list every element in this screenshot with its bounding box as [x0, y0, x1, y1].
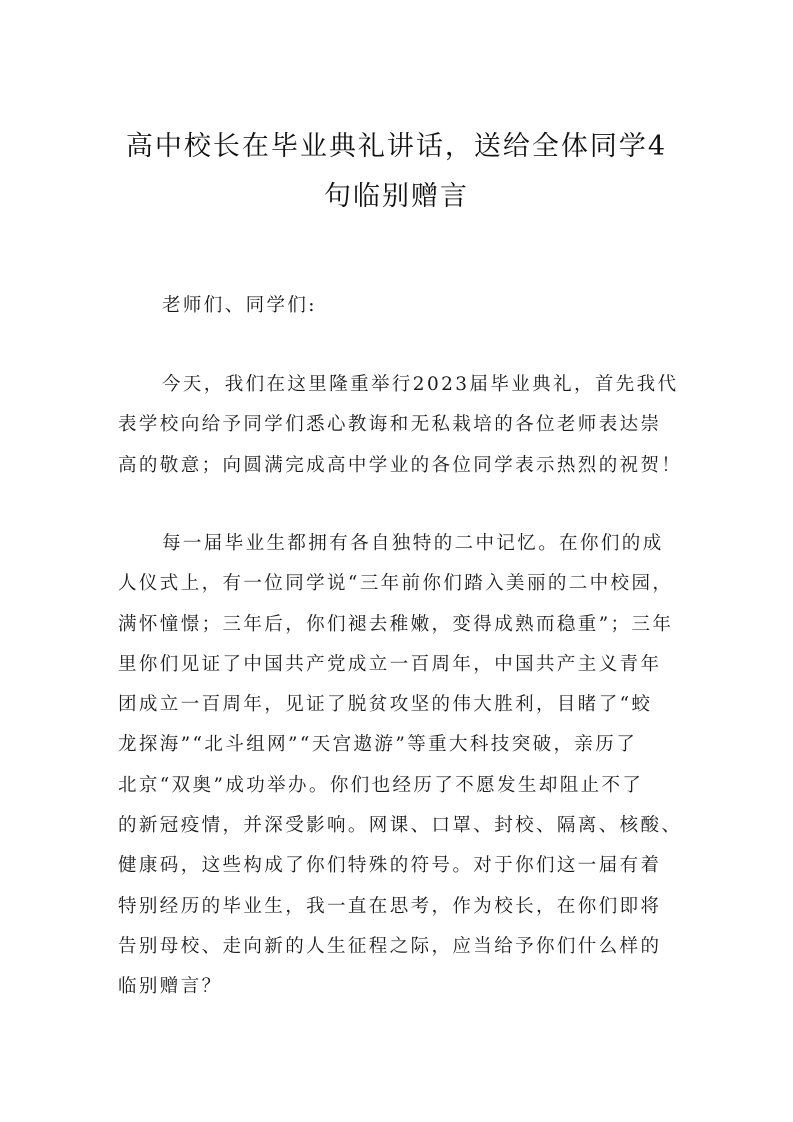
paragraph-line: 团成立一百周年，见证了脱贫攻坚的伟大胜利，目睹了“蛟: [118, 694, 653, 716]
paragraph-line: 每一届毕业生都拥有各自独特的二中记忆。在你们的成: [162, 533, 664, 554]
paragraph-line: 特别经历的毕业生，我一直在思考，作为校长，在你们即将: [118, 895, 662, 917]
paragraph-2: [118, 524, 683, 1008]
paragraph-line: 龙探海”“北斗组网”“天宫遨游”等重大科技突破，亲历了: [118, 734, 638, 756]
title-line-2: 句临别赠言: [324, 181, 469, 212]
paragraph-line: 今天，我们在这里隆重举行2023届毕业典礼，首先我代: [162, 374, 679, 395]
title-line-1: 高中校长在毕业典礼讲话，送给全体同学4: [125, 131, 668, 162]
paragraph-line: 里你们见证了中国共产党成立一百周年，中国共产主义青年: [118, 653, 662, 675]
salutation: [118, 286, 678, 326]
paragraph-line: 人仪式上，有一位同学说“三年前你们踏入美丽的二中校园，: [118, 573, 674, 595]
document-title: [100, 122, 693, 222]
paragraph-line: 表学校向给予同学们悉心教诲和无私栽培的各位老师表达崇: [118, 414, 662, 436]
salutation-text: 老师们、同学们:: [162, 295, 317, 316]
paragraph-line: 临别赠言？: [118, 976, 223, 998]
paragraph-line: 告别母校、走向新的人生征程之际，应当给予你们什么样的: [118, 935, 662, 957]
paragraph-line: 高的敬意；向圆满完成高中学业的各位同学表示热烈的祝贺！: [118, 454, 683, 476]
paragraph-line: 健康码，这些构成了你们特殊的符号。对于你们这一届有着: [118, 855, 662, 877]
paragraph-line: 满怀憧憬；三年后，你们褪去稚嫩，变得成熟而稳重”；三年: [118, 613, 674, 635]
paragraph-line: 北京“双奥”成功举办。你们也经历了不愿发生却阻止不了: [118, 774, 644, 796]
paragraph-line: 的新冠疫情，并深受影响。网课、口罩、封校、隔离、核酸、: [118, 815, 683, 837]
paragraph-1: [118, 365, 683, 486]
